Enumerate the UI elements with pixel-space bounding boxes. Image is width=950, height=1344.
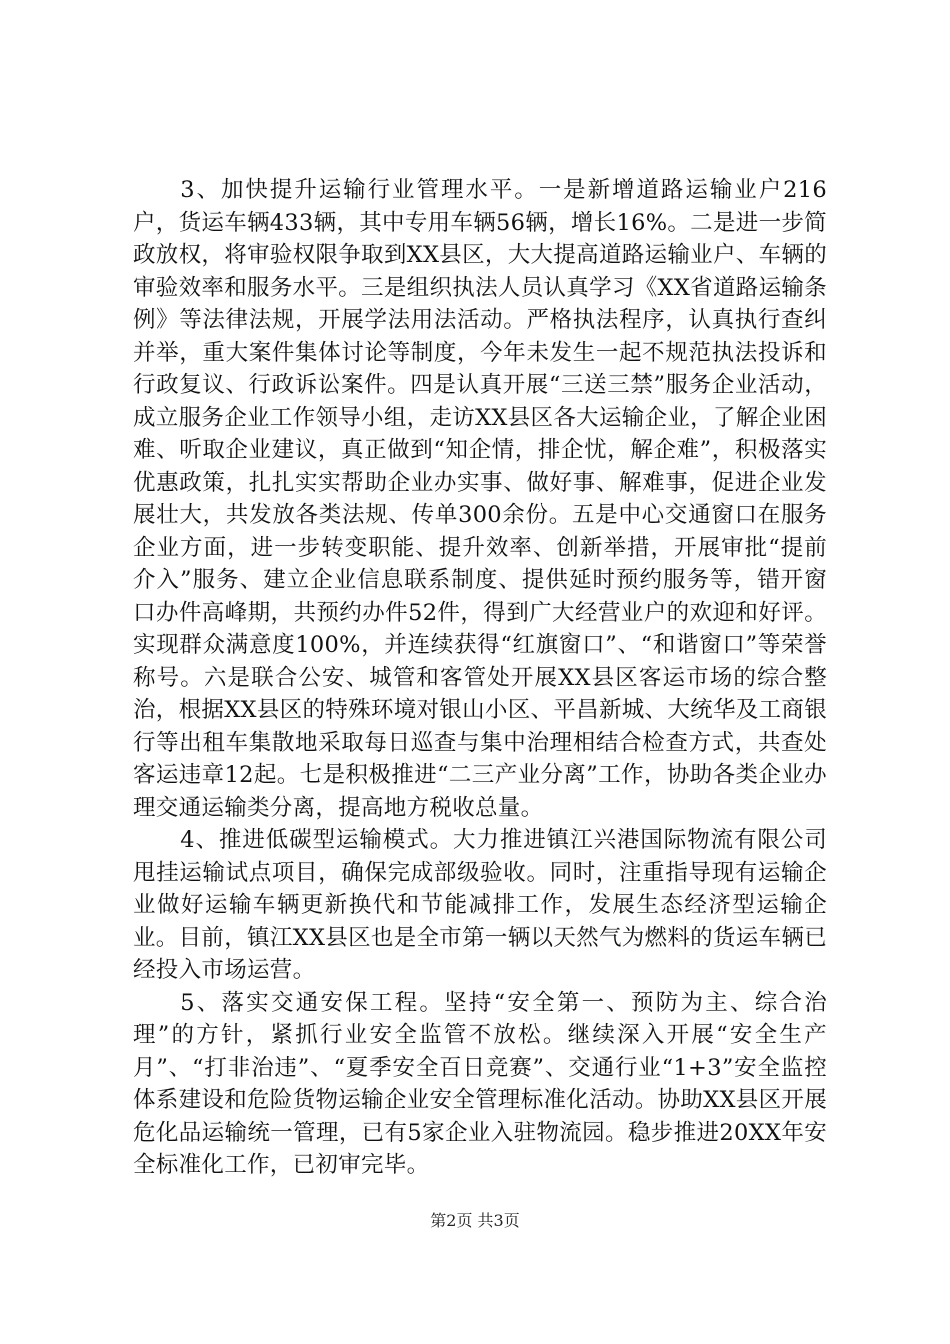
paragraph-low-carbon-transport: 4、推进低碳型运输模式。大力推进镇江兴港国际物流有限公司甩挂运输试点项目，确保完成部级验收。同时，注重指导现有运输企业做好运输车辆更新换代和节能减排工作，发展生态经济型运输企业。目前，镇江XX县区也是全市第一辆以天然气为燃料的货运车辆已经投入市场运营。 (133, 827, 827, 983)
page-number-footer: 第2页 共3页 (430, 1211, 520, 1230)
paragraph-traffic-safety: 5、落实交通安保工程。坚持“安全第一、预防为主、综合治理”的方针，紧抓行业安全监管不放松。继续深入开展“安全生产月”、“打非治违”、“夏季安全百日竞赛”、交通行业“1+3”安全监控体系建设和危险货物运输企业安全管理标准化活动。协助XX县区开展危化品运输统一管理，已有5家企业入驻物流园。稳步推进20XX年安全标准化工作，已初审完毕。 (133, 989, 827, 1178)
document-body (133, 174, 827, 1182)
paragraph-transport-management: 3、加快提升运输行业管理水平。一是新增道路运输业户216户，货运车辆433辆，其中专用车辆56辆，增长16%。二是进一步简政放权，将审验权限争取到XX县区，大大提高道路运输业户、车辆的审验效率和服务水平。三是组织执法人员认真学习《XX省道路运输条例》等法律法规，开展学法用法活动。严格执法程序，认真执行查纠并举，重大案件集体讨论等制度，今年未发生一起不规范执法投诉和行政复议、行政诉讼案件。四是认真开展“三送三禁”服务企业活动，成立服务企业工作领导小组，走访XX县区各大运输企业，了解企业困难、听取企业建议，真正做到“知企情，排企忧，解企难”，积极落实优惠政策，扎扎实实帮助企业办实事、做好事、解难事，促进企业发展壮大，共发放各类法规、传单300余份。五是中心交通窗口在服务企业方面，进一步转变职能、提升效率、创新举措，开展审批“提前介入”服务、建立企业信息联系制度、提供延时预约服务等，错开窗口办件高峰期，共预约办件52件，得到广大经营业户的欢迎和好评。实现群众满意度100%，并连续获得“红旗窗口”、“和谐窗口”等荣誉称号。六是联合公安、城管和客管处开展XX县区客运市场的综合整治，根据XX县区的特殊环境对银山小区、平昌新城、大统华及工商银行等出租车集散地采取每日巡查与集中治理相结合检查方式，共查处客运违章12起。七是积极推进“二三产业分离”工作，协助各类企业办理交通运输类分离，提高地方税收总量。 (133, 177, 827, 821)
